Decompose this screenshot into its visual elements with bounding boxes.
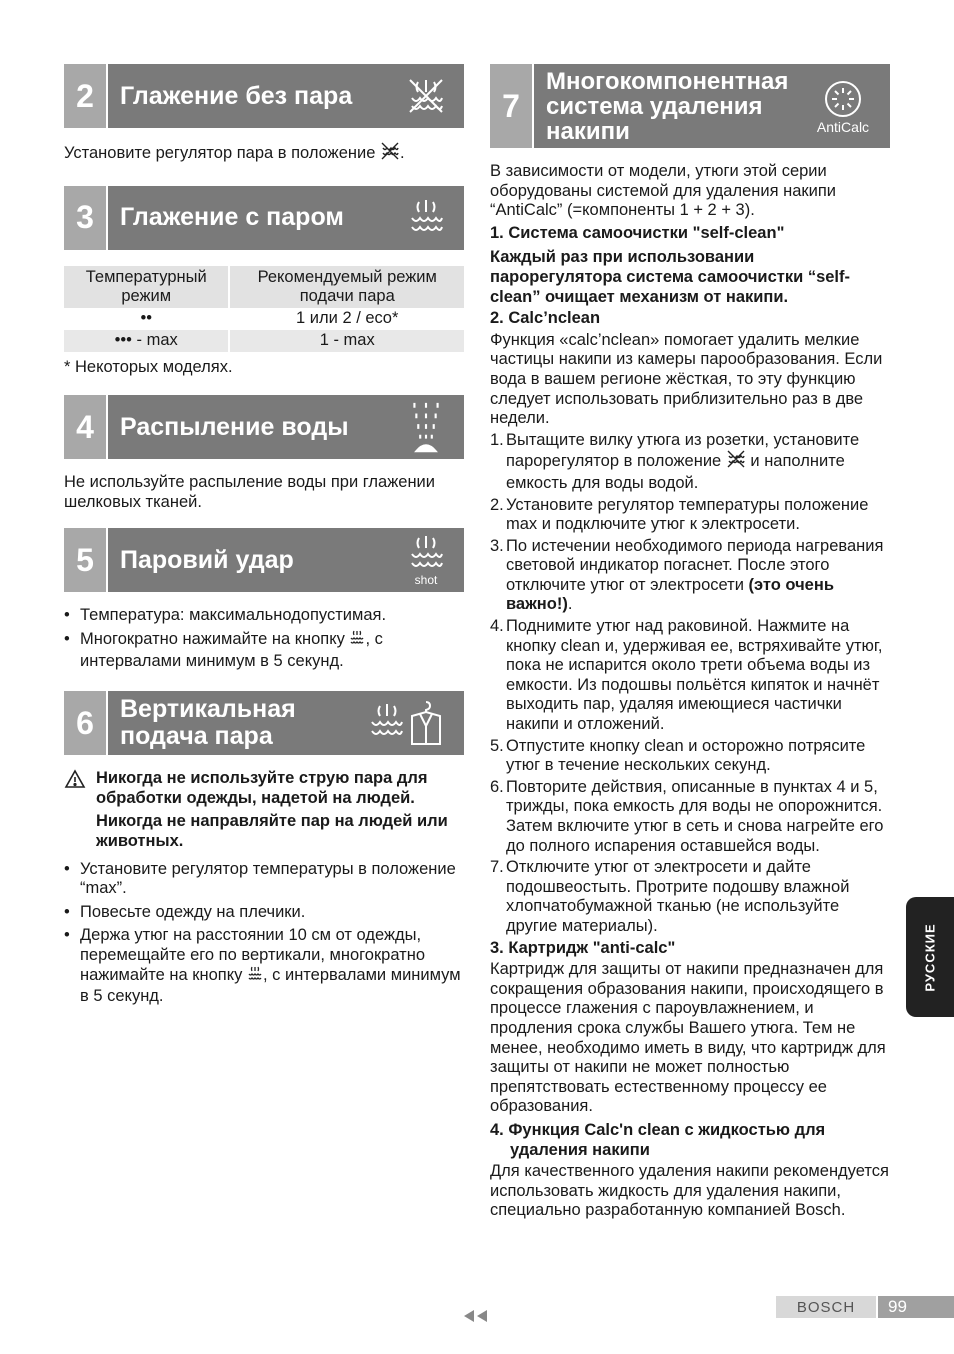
icon-caption: shot	[414, 573, 438, 588]
table-header: Температурный режим	[64, 266, 228, 308]
table-header: Рекомендуемый режим подачи пара	[228, 266, 464, 308]
section-4-header	[64, 395, 464, 459]
list-item: 5. Отпустите кнопку clean и осторожно потрясите утюг в течение нескольких секунд.	[490, 736, 866, 775]
vertical-steam-icon	[368, 695, 452, 751]
section-title: Вертикальная подача пара	[120, 695, 296, 751]
section-title: Глажение без пара	[120, 81, 353, 110]
descaler-text: Для качественного удаления накипи рекомендуется использовать жидкость для удаления накипи, специально разработанную компанией Bosch.	[490, 1162, 889, 1220]
section-7-header	[490, 64, 890, 148]
table-cell: ••	[140, 309, 152, 328]
section-title: Глажение с паром	[120, 203, 344, 232]
no-steam-icon	[380, 142, 400, 166]
anticalc-icon	[808, 71, 878, 141]
subheading: 3. Картридж "anti-calc"	[490, 938, 676, 957]
section-number: 2	[64, 64, 106, 128]
section-number: 3	[64, 186, 106, 250]
section-6-list	[64, 860, 464, 1007]
no-steam-icon	[400, 68, 452, 124]
section-title-bar	[534, 64, 890, 148]
steam-icon	[400, 190, 452, 246]
list-item: • Держа утюг на расстоянии 10 см от одежды, перемещайте его по вертикали, многократно нажимайте на кнопку , с интервалами минимум в 5 секунд.	[64, 926, 464, 1006]
calcnclean-text: Функция «calc’nclean» помогает удалить мелкие частицы накипи из камеры парообразования. Если вода в вашем регионе жёсткая, то эту функцию следует использовать приблизительно раз в две недели.	[490, 330, 883, 428]
section-5-list	[64, 606, 464, 671]
section-title: Паровий удар	[120, 545, 294, 574]
spray-icon	[400, 399, 452, 455]
steam-shot-icon	[400, 532, 452, 588]
section-2-header	[64, 64, 464, 128]
section-title: Распыление воды	[120, 412, 349, 441]
list-item: 7. Отключите утюг от электросети и дайте подошвеостыть. Протрите подошву влажной хлопчатобумажной тканью (не используйте другие материалы).	[490, 858, 850, 935]
list-item: 4. Поднимите утюг над раковиной. Нажмите на кнопку clean и, удерживая ее, встряхивайте утюг, пока не испарится около трети объема воды из емкости. Из подошвы польётся кипяток и начнёт выходить пар, удаляя имеющиеся частички накипи и отложений.	[490, 617, 883, 734]
no-steam-icon	[726, 450, 746, 474]
left-column	[64, 64, 464, 1011]
subheading: 4. Функция Calc'n clean с жидкостью для удаления накипи	[490, 1120, 826, 1159]
self-clean-text: Каждый раз при использовании парорегулятора система самоочистки “self-clean” очищает механизм от накипи.	[490, 248, 850, 306]
brand-label: BOSCH	[776, 1296, 876, 1318]
page-number: 99	[878, 1296, 954, 1318]
list-item: • Многократно нажимайте на кнопку , с интервалами минимум в 5 секунд.	[64, 630, 464, 671]
warning-text: Никогда не направляйте пар на людей или животных.	[96, 812, 448, 850]
section-7-intro: В зависимости от модели, утюги этой серии оборудованы системой для удаления накипи “AntiCalc” (=компоненты 1 + 2 + 3).	[490, 162, 837, 220]
warning-block	[64, 769, 464, 851]
anticalc-text: Картридж для защиты от накипи предназначен для сокращения образования накипи, происходящего в процессе глажения с пароувлажнением, и продления срока службы Вашего утюга. Тем не менее, необходимо иметь в виду, что картридж для защиты от накипи не может полностью препятствовать естественному процессу ее образования.	[490, 960, 886, 1116]
list-item: 1. Вытащите вилку утюга из розетки, установите парорегулятор в положение и наполните емкость для воды водой.	[490, 430, 860, 492]
section-number: 6	[64, 691, 106, 755]
section-2-text: Установите регулятор пара в положение .	[64, 142, 464, 166]
section-3-header	[64, 186, 464, 250]
section-title-bar	[108, 691, 464, 755]
section-4-text: Не используйте распыление воды при глажении шелковых тканей.	[64, 473, 435, 511]
language-tab: РУССКИЕ	[906, 897, 954, 1017]
steam-button-icon	[247, 966, 263, 988]
list-item: 6. Повторите действия, описанные в пунктах 4 и 5, трижды, пока емкость для воды не опорожнится. Затем включите утюг в сеть и снова нагрейте его до полного испарения оставшейся воды.	[490, 777, 884, 855]
section-title-bar	[108, 186, 464, 250]
calcnclean-steps	[490, 431, 890, 937]
section-title-bar	[108, 528, 464, 592]
right-column	[490, 64, 890, 1221]
warning-icon	[64, 769, 86, 794]
section-title-bar	[108, 64, 464, 128]
section-number: 5	[64, 528, 106, 592]
steam-table	[64, 266, 464, 352]
table-row	[64, 330, 464, 352]
section-number: 7	[490, 64, 532, 148]
section-title-bar	[108, 395, 464, 459]
section-title: Многокомпонентная система удаления накипи	[546, 67, 789, 145]
back-arrows-icon	[462, 1308, 492, 1329]
table-cell: ••• - max	[64, 330, 228, 352]
warning-text: Никогда не используйте струю пара для обработки одежды, надетой на людей.	[96, 769, 428, 807]
list-item: • Установите регулятор температуры в положение “max”.	[64, 860, 464, 899]
subheading: 1. Система самоочистки "self-clean"	[490, 223, 785, 242]
subheading: 2. Calc’nclean	[490, 309, 601, 328]
section-number: 4	[64, 395, 106, 459]
table-cell: 1 - max	[228, 330, 464, 352]
table-row	[64, 308, 464, 330]
steam-button-icon	[349, 630, 365, 652]
list-item: 2. Установите регулятор температуры положение max и подключите утюг к электросети.	[490, 495, 869, 534]
icon-caption: AntiCalc	[816, 119, 870, 135]
list-item: 3. По истечении необходимого периода нагревания световой индикатор погаснет. После этого отключите утюг от электросети (это очень важно!).	[490, 536, 884, 614]
footnote: * Некоторых моделях.	[64, 357, 233, 376]
section-5-header	[64, 528, 464, 592]
list-item: • Температура: максимальнодопустимая.	[64, 606, 464, 626]
section-6-header	[64, 691, 464, 755]
table-cell: 1 или 2 / eco*	[228, 308, 464, 330]
list-item: • Повесьте одежду на плечики.	[64, 903, 464, 923]
